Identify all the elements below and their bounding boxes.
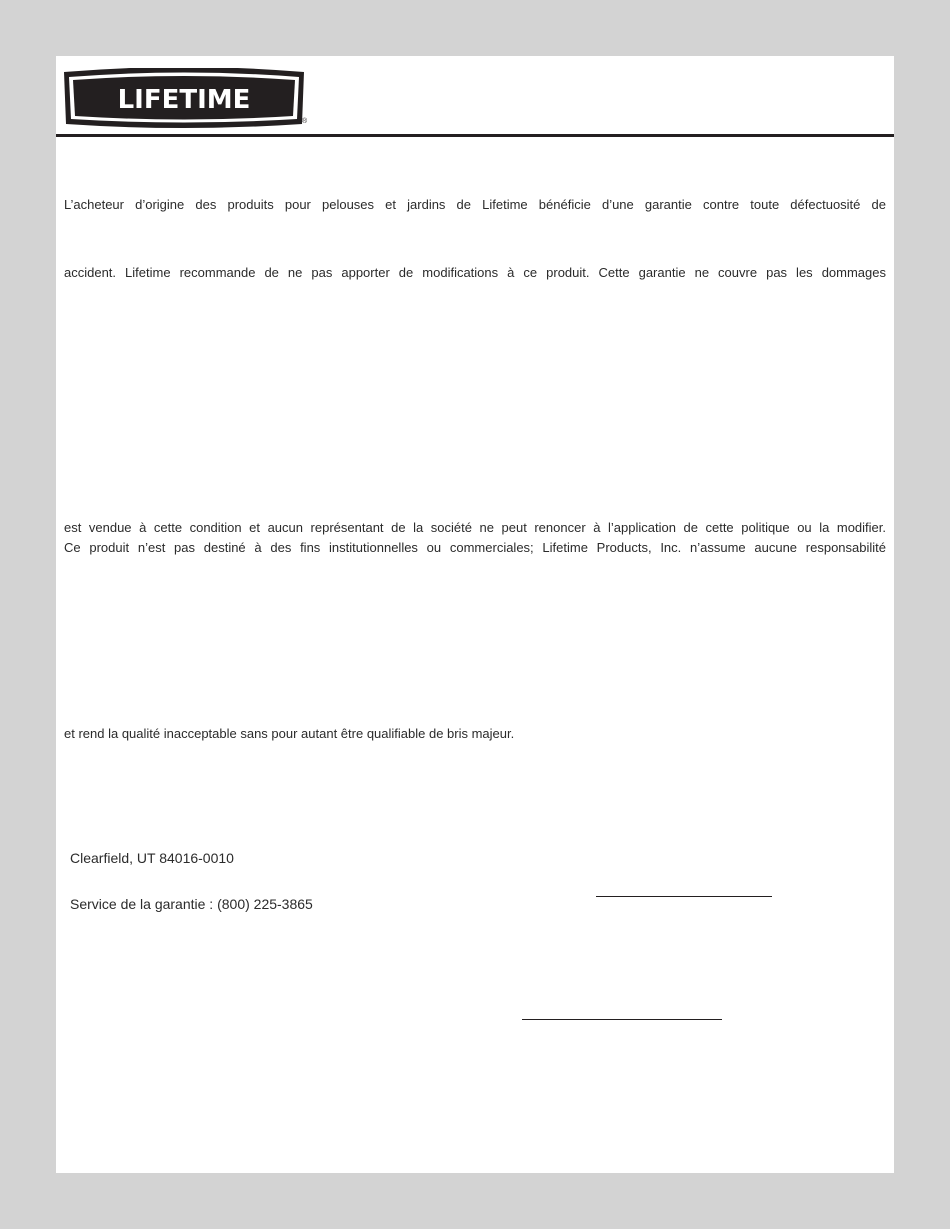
warranty-text-line-5: et rend la qualité inacceptable sans pour autant être qualifiable de bris majeur.: [64, 726, 515, 741]
header-rule: [56, 134, 894, 137]
lifetime-logo: [58, 68, 310, 128]
warranty-text-line-2: accident. Lifetime recommande de ne pas apporter de modifications à ce produit. Cette garantie ne couvre pas les dommages: [64, 265, 886, 280]
date-line: [522, 1019, 722, 1020]
warranty-text-line-3: est vendue à cette condition et aucun représentant de la société ne peut renoncer à l’application de cette politique ou la modifier.: [64, 520, 886, 535]
address-city: Clearfield, UT 84016-0010: [70, 850, 234, 866]
registered-mark: ®: [302, 118, 308, 125]
warranty-text-line-4: Ce produit n’est pas destiné à des fins institutionnelles ou commerciales; Lifetime Products, Inc. n’assume aucune responsabilité: [64, 540, 886, 555]
warranty-page: [56, 56, 894, 1173]
warranty-service-phone: Service de la garantie : (800) 225-3865: [70, 896, 313, 912]
warranty-text-line-1: L’acheteur d’origine des produits pour pelouses et jardins de Lifetime bénéficie d’une garantie contre toute défectuosité de: [64, 197, 886, 212]
svg-text:LIFETIME: LIFETIME: [117, 85, 251, 115]
signature-line: [596, 896, 772, 897]
